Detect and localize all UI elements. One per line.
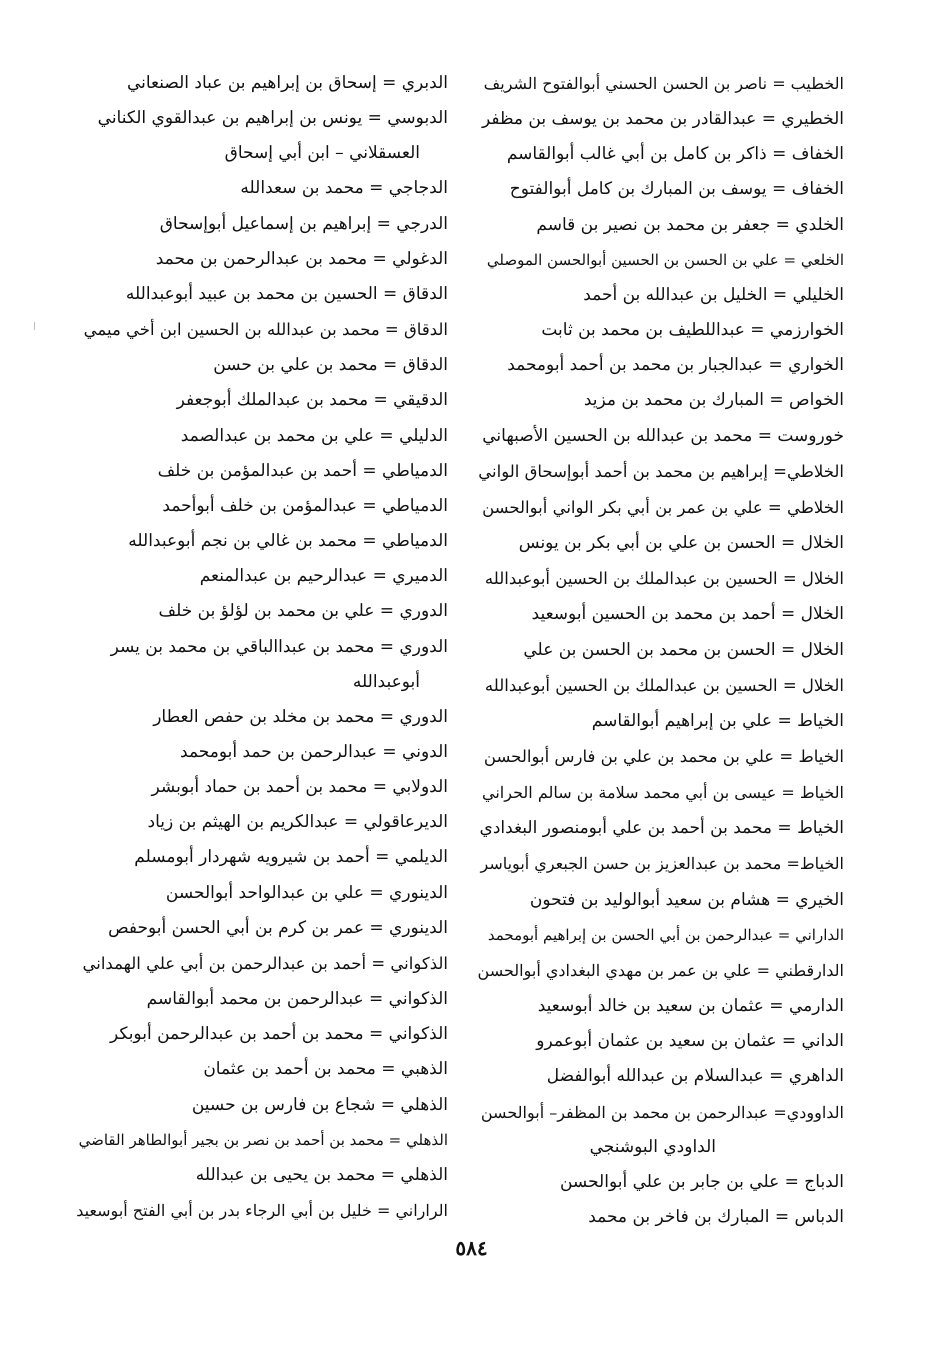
- index-entry-text: الدوري = محمد بن عبداالباقي بن محمد بن يسر: [110, 636, 448, 657]
- index-entry-text: الدميري = عبدالرحيم بن عبدالمنعم: [199, 566, 448, 587]
- index-entry-text: الخلال = أحمد بن محمد بن الحسين أبوسعيد: [531, 604, 844, 625]
- index-entry-continuation: الداودي البوشنجي: [589, 1136, 716, 1157]
- index-entry-text: الدجاجي = محمد بن سعدالله: [240, 178, 448, 199]
- index-entry: [478, 883, 844, 918]
- index-entry: [76, 312, 448, 348]
- index-entry-text: الخوارزمي = عبداللطيف بن محمد بن ثابت: [541, 320, 844, 341]
- index-entry-continuation: العسقلاني – ابن أبي إسحاق: [224, 143, 420, 164]
- index-entry: [76, 700, 448, 735]
- index-entry-text: الدينوري = علي بن عبدالواحد أبوالحسن: [165, 882, 448, 903]
- index-entry: [478, 668, 844, 704]
- index-entry: [478, 102, 844, 137]
- index-entry-text: الدقاق = محمد بن علي بن حسن: [213, 355, 448, 376]
- index-entry-text: الدقاق = الحسين بن محمد بن عبيد أبوعبدالله: [125, 283, 448, 304]
- index-entry: [76, 1088, 448, 1123]
- index-entry-text: الدوري = علي بن محمد بن لؤلؤ بن خلف: [158, 601, 448, 622]
- index-entry-text: الخفاف = ذاكر بن كامل بن أبي غالب أبوالقاسم: [506, 144, 844, 165]
- index-entry-text: الخياط = محمد بن أحمد بن علي أبومنصور البغدادي: [479, 818, 844, 839]
- index-entry: [76, 454, 448, 489]
- index-entry: [478, 490, 844, 526]
- index-entry: [478, 811, 844, 846]
- index-entry-text: الدولابي = محمد بن أحمد بن حماد أبوبشر: [151, 777, 448, 798]
- index-entry: [76, 383, 448, 418]
- index-entry-text: الدباس = المبارك بن فاخر بن محمد: [588, 1207, 844, 1227]
- index-entry-text: الدقيقي = محمد بن عبدالملك أبوجعفر: [176, 390, 448, 411]
- index-entry-continuation: أبوعبدالله: [352, 671, 420, 692]
- index-entry-text: الراراني = خليل بن أبي الرجاء بدر بن أبي الفتح أبوسعيد: [76, 1201, 448, 1220]
- index-entry: [76, 770, 448, 805]
- index-entry: [76, 1158, 448, 1193]
- index-entry-text: الدارقطني = علي بن عمر بن مهدي البغدادي أبوالحسن: [477, 960, 844, 980]
- index-entry: [478, 1165, 844, 1200]
- index-entry: [478, 953, 844, 989]
- index-entry: [478, 597, 844, 632]
- index-entry-text: الدوني = عبدالرحمن بن حمد أبومحمد: [180, 741, 448, 762]
- index-entry: [76, 277, 448, 312]
- index-entry: [478, 846, 844, 882]
- index-entry-text: الذهلي = شجاع بن فارس بن حسين: [191, 1094, 448, 1115]
- index-entry: [478, 1200, 844, 1235]
- index-entry-text: الدمياطي = أحمد بن عبدالمؤمن بن خلف: [157, 460, 448, 481]
- index-entry: [76, 735, 448, 770]
- index-entry: [76, 630, 448, 700]
- left-index-column: [76, 66, 448, 1229]
- index-entry: [478, 348, 844, 383]
- index-entry-text: الذهلي = محمد بن أحمد بن نصر بن بجير أبوالطاهر القاضي: [78, 1130, 448, 1149]
- index-entry-text: الداني = عثمان بن سعيد بن عثمان أبوعمرو: [536, 1031, 844, 1052]
- index-entry: [478, 739, 844, 775]
- index-entry-text: الخلعي = علي بن الحسن بن الحسين أبوالحسن الموصلي: [486, 250, 844, 269]
- index-entry: [76, 946, 448, 982]
- index-entry-text: الخواري = عبدالجبار بن محمد بن أحمد أبومحمد: [507, 355, 844, 376]
- index-entry-text: الخياط = عيسى بن أبي محمد سلامة بن سالم الحراني: [482, 783, 844, 803]
- index-entry-text: الديلمي = أحمد بن شيرويه شهردار أبومسلم: [134, 847, 448, 868]
- index-entry: [76, 419, 448, 454]
- index-entry: [76, 66, 448, 101]
- index-entry-text: الذكواني = أحمد بن عبدالرحمن بن أبي علي الهمداني: [82, 953, 448, 973]
- index-entry: [76, 1123, 448, 1158]
- index-entry: [76, 559, 448, 594]
- index-entry: [76, 489, 448, 524]
- index-entry: [478, 1059, 844, 1094]
- index-entry: [76, 524, 448, 559]
- index-entry: [478, 383, 844, 418]
- index-entry-text: الدبوسي = يونس بن إبراهيم بن عبدالقوي الكناني: [97, 108, 448, 129]
- index-entry: [478, 1095, 844, 1165]
- index-entry-text: الخلدي = جعفر بن محمد بن نصير بن قاسم: [536, 214, 844, 235]
- index-entry: [76, 101, 448, 171]
- index-entry: [76, 171, 448, 206]
- index-entry: [76, 242, 448, 277]
- page-number: ٥٨٤: [455, 1236, 488, 1260]
- index-entry-text: الخلاطي = علي بن عمر بن أبي بكر الواني أبوالحسن: [482, 497, 844, 517]
- index-entry: [76, 594, 448, 629]
- index-entry-text: الدليلي = علي بن محمد بن عبدالصمد: [180, 425, 448, 446]
- index-entry: [478, 419, 844, 454]
- index-entry: [478, 313, 844, 348]
- index-entry: [76, 805, 448, 840]
- index-entry: [478, 526, 844, 561]
- index-entry-text: الخياط= محمد بن عبدالعزيز بن حسن الجبعري أبوياسر: [480, 854, 844, 874]
- index-entry-text: الدقاق = محمد بن عبدالله بن الحسين ابن أخي ميمي: [83, 320, 448, 340]
- index-entry-text: الخلال = الحسن بن علي بن أبي بكر بن يونس: [518, 533, 844, 554]
- index-entry-text: الخياط = علي بن إبراهيم أبوالقاسم: [591, 710, 844, 731]
- index-entry: [76, 1052, 448, 1087]
- index-entry: [478, 66, 844, 102]
- index-entry: [76, 1193, 448, 1229]
- index-entry-text: الخفاف = يوسف بن المبارك بن كامل أبوالفتوح: [509, 179, 844, 200]
- index-entry-text: الخلال = الحسين بن عبدالملك بن الحسين أبوعبدالله: [484, 569, 844, 589]
- index-entry-text: الدغولي = محمد بن عبدالرحمن بن محمد: [155, 248, 448, 269]
- index-entry-text: الخواص = المبارك بن محمد بن مزيد: [583, 390, 844, 411]
- index-entry: [76, 840, 448, 875]
- index-entry: [76, 911, 448, 946]
- index-entry: [478, 137, 844, 172]
- index-entry-text: الدارمي = عثمان بن سعيد بن خالد أبوسعيد: [537, 996, 844, 1017]
- index-entry: [478, 1024, 844, 1059]
- index-entry-text: الخياط = علي بن محمد بن علي بن فارس أبوالحسن: [483, 746, 844, 766]
- index-entry-text: الذكواني = محمد بن أحمد بن عبدالرحمن أبوبكر: [109, 1024, 448, 1045]
- index-entry-text: الخلال = الحسن بن محمد بن الحسن بن علي: [523, 639, 844, 660]
- index-entry-text: الداوودي= عبدالرحمن بن محمد بن المظفر– أبوالحسن: [480, 1102, 844, 1122]
- index-entry: [478, 454, 844, 490]
- index-entry-text: الدبري = إسحاق بن إبراهيم بن عباد الصنعاني: [126, 73, 448, 93]
- index-entry: [478, 208, 844, 243]
- index-entry: [76, 207, 448, 242]
- index-entry: [76, 348, 448, 383]
- index-entry: [76, 1017, 448, 1052]
- index-entry: [76, 876, 448, 911]
- index-entry: [478, 278, 844, 313]
- index-entry-text: الدمياطي = عبدالمؤمن بن خلف أبوأحمد: [162, 495, 448, 516]
- index-entry-text: الذهلي = محمد بن يحيى بن عبدالله: [195, 1164, 448, 1185]
- index-entry-text: الداهري = عبدالسلام بن عبدالله أبوالفضل: [546, 1066, 844, 1087]
- index-entry-text: الدينوري = عمر بن كرم بن أبي الحسن أبوحفص: [108, 917, 448, 938]
- index-entry-text: الخلاطي= إبراهيم بن محمد بن أحمد أبوإسحاق الواني: [478, 461, 844, 481]
- index-entry-text: الدباج = علي بن جابر بن علي أبوالحسن: [559, 1171, 844, 1192]
- index-entry-text: الخلال = الحسين بن عبدالملك بن الحسين أبوعبدالله: [484, 675, 844, 695]
- index-entry: [478, 989, 844, 1024]
- index-entry: [76, 982, 448, 1017]
- index-entry-text: الذهبي = محمد بن أحمد بن عثمان: [203, 1059, 448, 1080]
- index-entry-text: الخليلي = الخليل بن عبدالله بن أحمد: [583, 284, 844, 305]
- index-entry: [478, 561, 844, 597]
- index-entry: [478, 918, 844, 953]
- index-entry: [478, 172, 844, 207]
- index-entry-text: الخطيب = ناصر بن الحسن الحسني أبوالفتوح الشريف: [483, 74, 844, 93]
- index-entry-text: الديرعاقولي = عبدالكريم بن الهيثم بن زياد: [147, 812, 448, 833]
- index-entry-text: خوروست = محمد بن عبدالله بن الحسين الأصبهاني: [482, 425, 844, 446]
- index-entry-text: الدرجي = إبراهيم بن إسماعيل أبوإسحاق: [159, 213, 448, 234]
- index-entry: [478, 704, 844, 739]
- index-entry-text: الخيري = هشام بن سعيد أبوالوليد بن فتحون: [529, 889, 844, 910]
- index-entry-text: الذكواني = عبدالرحمن بن محمد أبوالقاسم: [146, 989, 448, 1010]
- index-entry-text: الداراني = عبدالرحمن بن أبي الحسن بن إبراهيم أبومحمد: [487, 925, 844, 944]
- margin-mark: [34, 322, 35, 330]
- index-entry: [478, 775, 844, 811]
- index-entry-text: الدوري = محمد بن مخلد بن حفص العطار: [153, 706, 448, 727]
- right-index-column: [478, 66, 844, 1235]
- index-entry: [478, 633, 844, 668]
- index-entry: [478, 243, 844, 278]
- index-entry-text: الخطيري = عبدالقادر بن محمد بن يوسف بن مظفر: [481, 109, 844, 130]
- index-entry-text: الدمياطي = محمد بن غالي بن نجم أبوعبدالله: [128, 531, 448, 552]
